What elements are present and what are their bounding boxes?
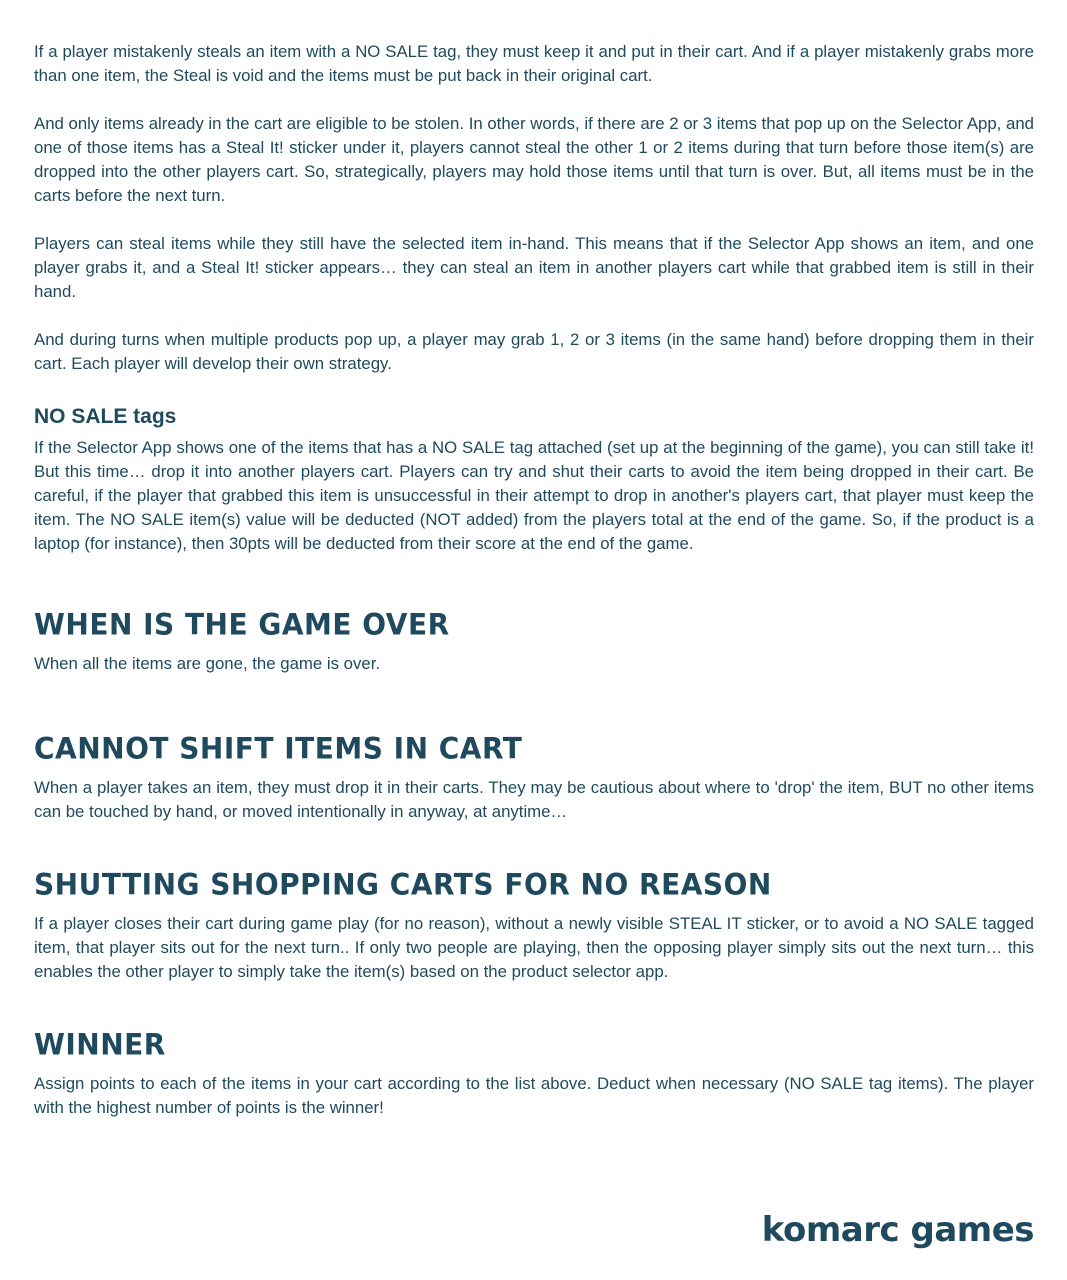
cannot-shift-section xyxy=(34,730,1034,824)
intro-paragraph-3: Players can steal items while they still have the selected item in-hand. This means that if the Selector App shows an item, and one player grabs it, and a Steal It! sticker appears… they can steal an item in another players cart while that grabbed item is still in their hand. xyxy=(34,234,1034,301)
intro-paragraph-1: If a player mistakenly steals an item with a NO SALE tag, they must keep it and put in their cart. And if a player mistakenly grabs more than one item, the Steal is void and the items must be put back in their original cart. xyxy=(34,42,1034,85)
no-sale-section xyxy=(34,404,1034,556)
winner-section xyxy=(34,1026,1034,1120)
rules-page xyxy=(34,40,1034,1120)
game-over-section xyxy=(34,606,1034,676)
no-sale-body: If the Selector App shows one of the items that has a NO SALE tag attached (set up at the beginning of the game), you can still take it! But this time… drop it into another players cart. Players can try and shut their carts to avoid the item being dropped in their cart. Be careful, if the player that grabbed this item is unsuccessful in their attempt to drop in another's players cart, that player must keep the item. The NO SALE item(s) value will be deducted (NOT added) from the players total at the end of the game. So, if the product is a laptop (for instance), then 30pts will be deducted from their score at the end of the game. xyxy=(34,438,1034,553)
shutting-carts-body: If a player closes their cart during game play (for no reason), without a newly visible STEAL IT sticker, or to avoid a NO SALE tagged item, that player sits out for the next turn.. If only two people are playing, then the opposing player simply sits out the next turn… this enables the other player to simply take the item(s) based on the product selector app. xyxy=(34,914,1034,981)
shutting-carts-heading: SHUTTING SHOPPING CARTS FOR NO REASON xyxy=(34,867,772,902)
intro-paragraph-2: And only items already in the cart are eligible to be stolen. In other words, if there are 2 or 3 items that pop up on the Selector App, and one of those items has a Steal It! sticker under it, players cannot steal the other 1 or 2 items during that turn before those item(s) are dropped into the other players cart. So, strategically, players may hold those items until that turn is over. But, all items must be in the carts before the next turn. xyxy=(34,114,1034,205)
shutting-carts-section xyxy=(34,866,1034,984)
komarc-games-logo: komarc games xyxy=(761,1210,1034,1250)
no-sale-title: NO SALE tags xyxy=(34,405,177,428)
cannot-shift-body: When a player takes an item, they must drop it in their carts. They may be cautious about where to 'drop' the item, BUT no other items can be touched by hand, or moved intentionally in anyway, at anytime… xyxy=(34,778,1034,821)
intro-paragraph-4: And during turns when multiple products pop up, a player may grab 1, 2 or 3 items (in the same hand) before dropping them in their cart. Each player will develop their own strategy. xyxy=(34,330,1034,373)
winner-heading: WINNER xyxy=(34,1027,166,1062)
game-over-heading: WHEN IS THE GAME OVER xyxy=(34,607,450,642)
winner-body: Assign points to each of the items in your cart according to the list above. Deduct when necessary (NO SALE tag items). The player with the highest number of points is the winner! xyxy=(34,1074,1034,1117)
cannot-shift-heading: CANNOT SHIFT ITEMS IN CART xyxy=(34,731,523,766)
game-over-body: When all the items are gone, the game is over. xyxy=(34,654,381,673)
